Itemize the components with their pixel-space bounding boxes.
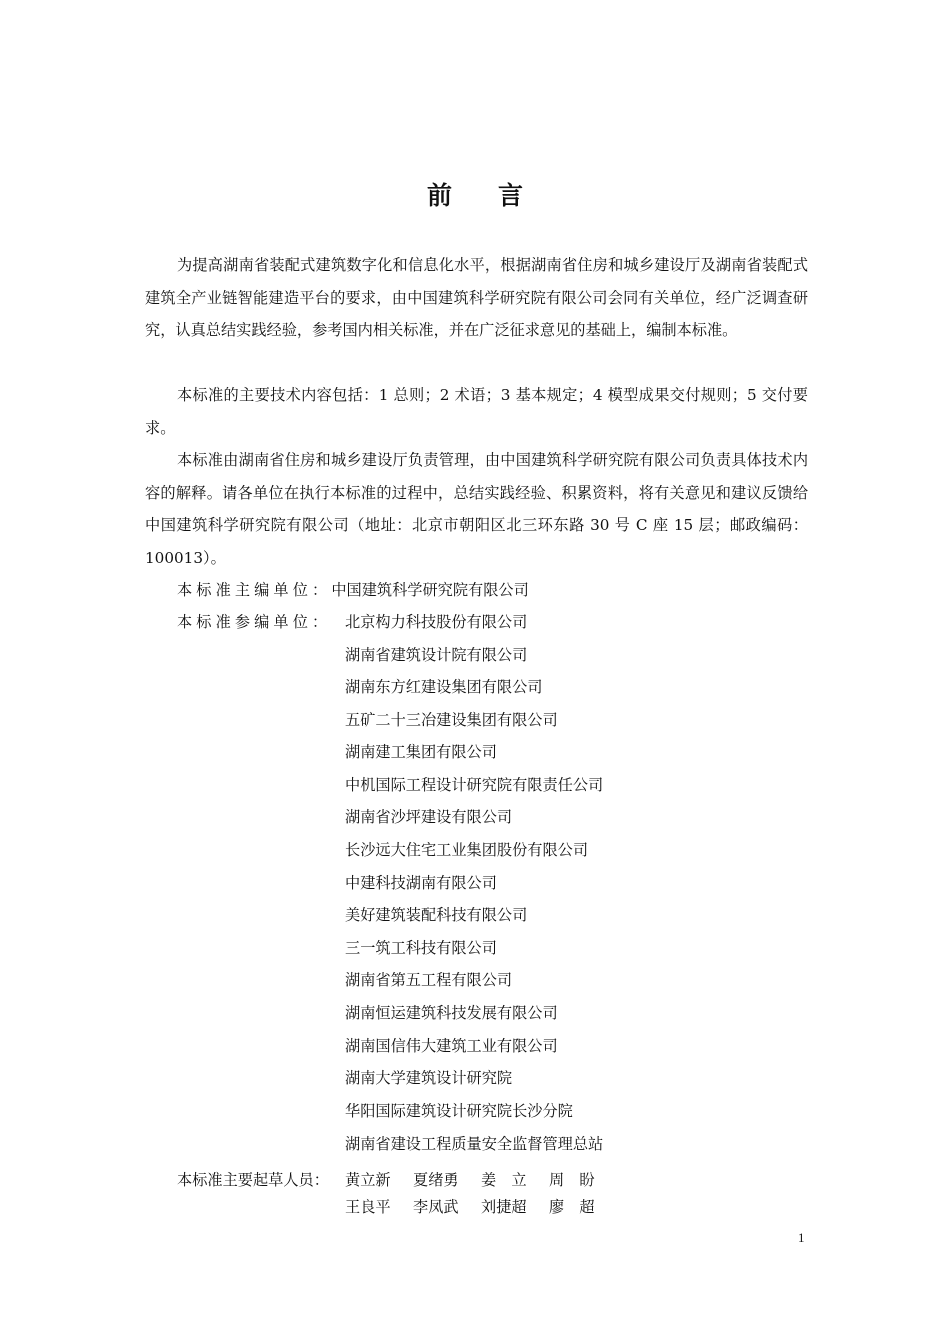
drafter-name: 王良平 — [345, 1198, 391, 1216]
participant-org: 美好建筑装配科技有限公司 — [345, 906, 528, 924]
drafters-label: 本标准主要起草人员： — [177, 1171, 329, 1189]
participant-org: 湖南省沙坪建设有限公司 — [345, 808, 513, 826]
participant-org: 华阳国际建筑设计研究院长沙分院 — [345, 1102, 573, 1120]
participant-org: 湖南国信伟大建筑工业有限公司 — [345, 1037, 558, 1055]
participant-label: 本标准参编单位： — [177, 613, 332, 631]
drafters-label-row — [177, 1164, 329, 1197]
title-char-2: 言 — [498, 181, 524, 210]
title-char-1: 前 — [426, 181, 452, 210]
drafter-name: 廖 超 — [549, 1198, 595, 1216]
participant-org: 湖南建工集团有限公司 — [345, 743, 497, 761]
participant-org: 三一筑工科技有限公司 — [345, 939, 497, 957]
participant-org: 湖南省建筑设计院有限公司 — [345, 646, 528, 664]
participant-org: 湖南恒运建筑科技发展有限公司 — [345, 1004, 558, 1022]
drafter-name: 黄立新 — [345, 1171, 391, 1189]
chief-editor-row — [177, 574, 529, 607]
participant-org: 湖南省建设工程质量安全监督管理总站 — [345, 1135, 604, 1153]
drafter-name: 姜 立 — [481, 1171, 527, 1189]
page-title — [0, 176, 950, 212]
participant-org: 中机国际工程设计研究院有限责任公司 — [345, 776, 604, 794]
chief-editor-org: 中国建筑科学研究院有限公司 — [331, 581, 529, 599]
participant-org: 长沙远大住宅工业集团股份有限公司 — [345, 841, 588, 859]
participant-org: 中建科技湖南有限公司 — [345, 874, 497, 892]
drafter-name: 李凤武 — [413, 1198, 459, 1216]
paragraph-contents: 本标准的主要技术内容包括：1 总则；2 术语；3 基本规定；4 模型成果交付规则；5 交付要求。 — [145, 386, 808, 437]
participant-org: 北京构力科技股份有限公司 — [345, 613, 528, 631]
participant-org: 湖南大学建筑设计研究院 — [345, 1069, 513, 1087]
paragraph-management: 本标准由湖南省住房和城乡建设厅负责管理，由中国建筑科学研究院有限公司负责具体技术内容的解释。请各单位在执行本标准的过程中，总结实践经验、积累资料，将有关意见和建议反馈给中国建筑科学研究院有限公司（地址：北京市朝阳区北三环东路 30 号 C 座 15 层；邮政编码：100013）。 — [145, 451, 808, 567]
drafter-name: 夏绪勇 — [413, 1171, 459, 1189]
drafter-name: 刘捷超 — [481, 1198, 527, 1216]
chief-editor-label: 本标准主编单位： — [177, 581, 332, 599]
paragraph-purpose: 为提高湖南省装配式建筑数字化和信息化水平，根据湖南省住房和城乡建设厅及湖南省装配式建筑全产业链智能建造平台的要求，由中国建筑科学研究院有限公司会同有关单位，经广泛调查研究，认真总结实践经验，参考国内相关标准，并在广泛征求意见的基础上，编制本标准。 — [145, 256, 808, 339]
participant-org: 湖南东方红建设集团有限公司 — [345, 678, 543, 696]
drafter-name: 周 盼 — [549, 1171, 595, 1189]
participant-org: 湖南省第五工程有限公司 — [345, 971, 513, 989]
page-number: 1 — [798, 1230, 805, 1245]
participant-org: 五矿二十三冶建设集团有限公司 — [345, 711, 558, 729]
participant-label-row — [177, 606, 331, 639]
drafters-row-2 — [345, 1191, 617, 1224]
